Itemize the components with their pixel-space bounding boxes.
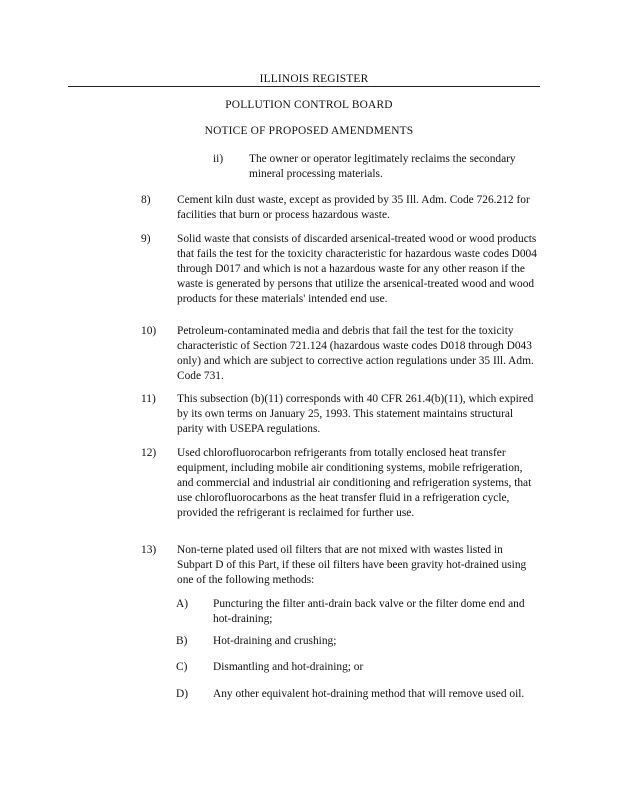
subitem-number-c: C) [176, 661, 188, 673]
item-number-13: 13) [141, 544, 157, 556]
subitem-text-a: Puncturing the filter anti-drain back valve or the filter dome end and hot-draining; [213, 598, 525, 625]
register-title: ILLINOIS REGISTER [259, 73, 369, 85]
subitem-number-b: B) [176, 635, 188, 647]
item-number-8: 8) [141, 194, 151, 206]
item-number-12: 12) [141, 447, 157, 459]
roman-item-text: The owner or operator legitimately reclaims the secondary mineral processing materials. [249, 153, 516, 180]
item-text-8: Cement kiln dust waste, except as provided by 35 Ill. Adm. Code 726.212 for facilities that burn or process hazardous waste. [177, 194, 530, 221]
item-text-9: Solid waste that consists of discarded arsenical-treated wood or wood products that fails the test for the toxicity characteristic for hazardous waste codes D004 through D017 and which is not a hazardous waste for any other reason if the waste is generated by persons that utilize the arsenical-treated wood and wood products for these materials' intended end use. [177, 233, 537, 305]
board-title: POLLUTION CONTROL BOARD [225, 99, 393, 111]
subitem-number-d: D) [176, 688, 189, 700]
subitem-text-b: Hot-draining and crushing; [213, 635, 337, 647]
item-text-13: Non-terne plated used oil filters that are not mixed with wastes listed in Subpart D of this Part, if these oil filters have been gravity hot-drained using one of the following methods: [177, 544, 527, 586]
item-text-10: Petroleum-contaminated media and debris that fail the test for the toxicity characteristic of Section 721.124 (hazardous waste codes D018 through D043 only) and which are subject to corrective action regulations under 35 Ill. Adm. Code 731. [177, 325, 534, 382]
item-number-9: 9) [141, 233, 151, 245]
item-number-11: 11) [141, 393, 156, 405]
notice-title: NOTICE OF PROPOSED AMENDMENTS [204, 125, 414, 137]
roman-item-number: ii) [213, 153, 224, 165]
item-text-11: This subsection (b)(11) corresponds with 40 CFR 261.4(b)(11), which expired by its own terms on January 25, 1993. This statement maintains structural parity with USEPA regulations. [177, 393, 534, 435]
subitem-number-a: A) [176, 598, 189, 610]
subitem-text-d: Any other equivalent hot-draining method that will remove used oil. [213, 688, 525, 700]
item-text-12: Used chlorofluorocarbon refrigerants from totally enclosed heat transfer equipment, including mobile air conditioning systems, mobile refrigeration, and commercial and industrial air conditioning and refrigeration systems, that use chlorofluorocarbons as the heat transfer fluid in a refrigeration cycle, provided the refrigerant is reclaimed for further use. [177, 447, 532, 519]
subitem-text-c: Dismantling and hot-draining; or [213, 661, 364, 673]
item-number-10: 10) [141, 325, 157, 337]
